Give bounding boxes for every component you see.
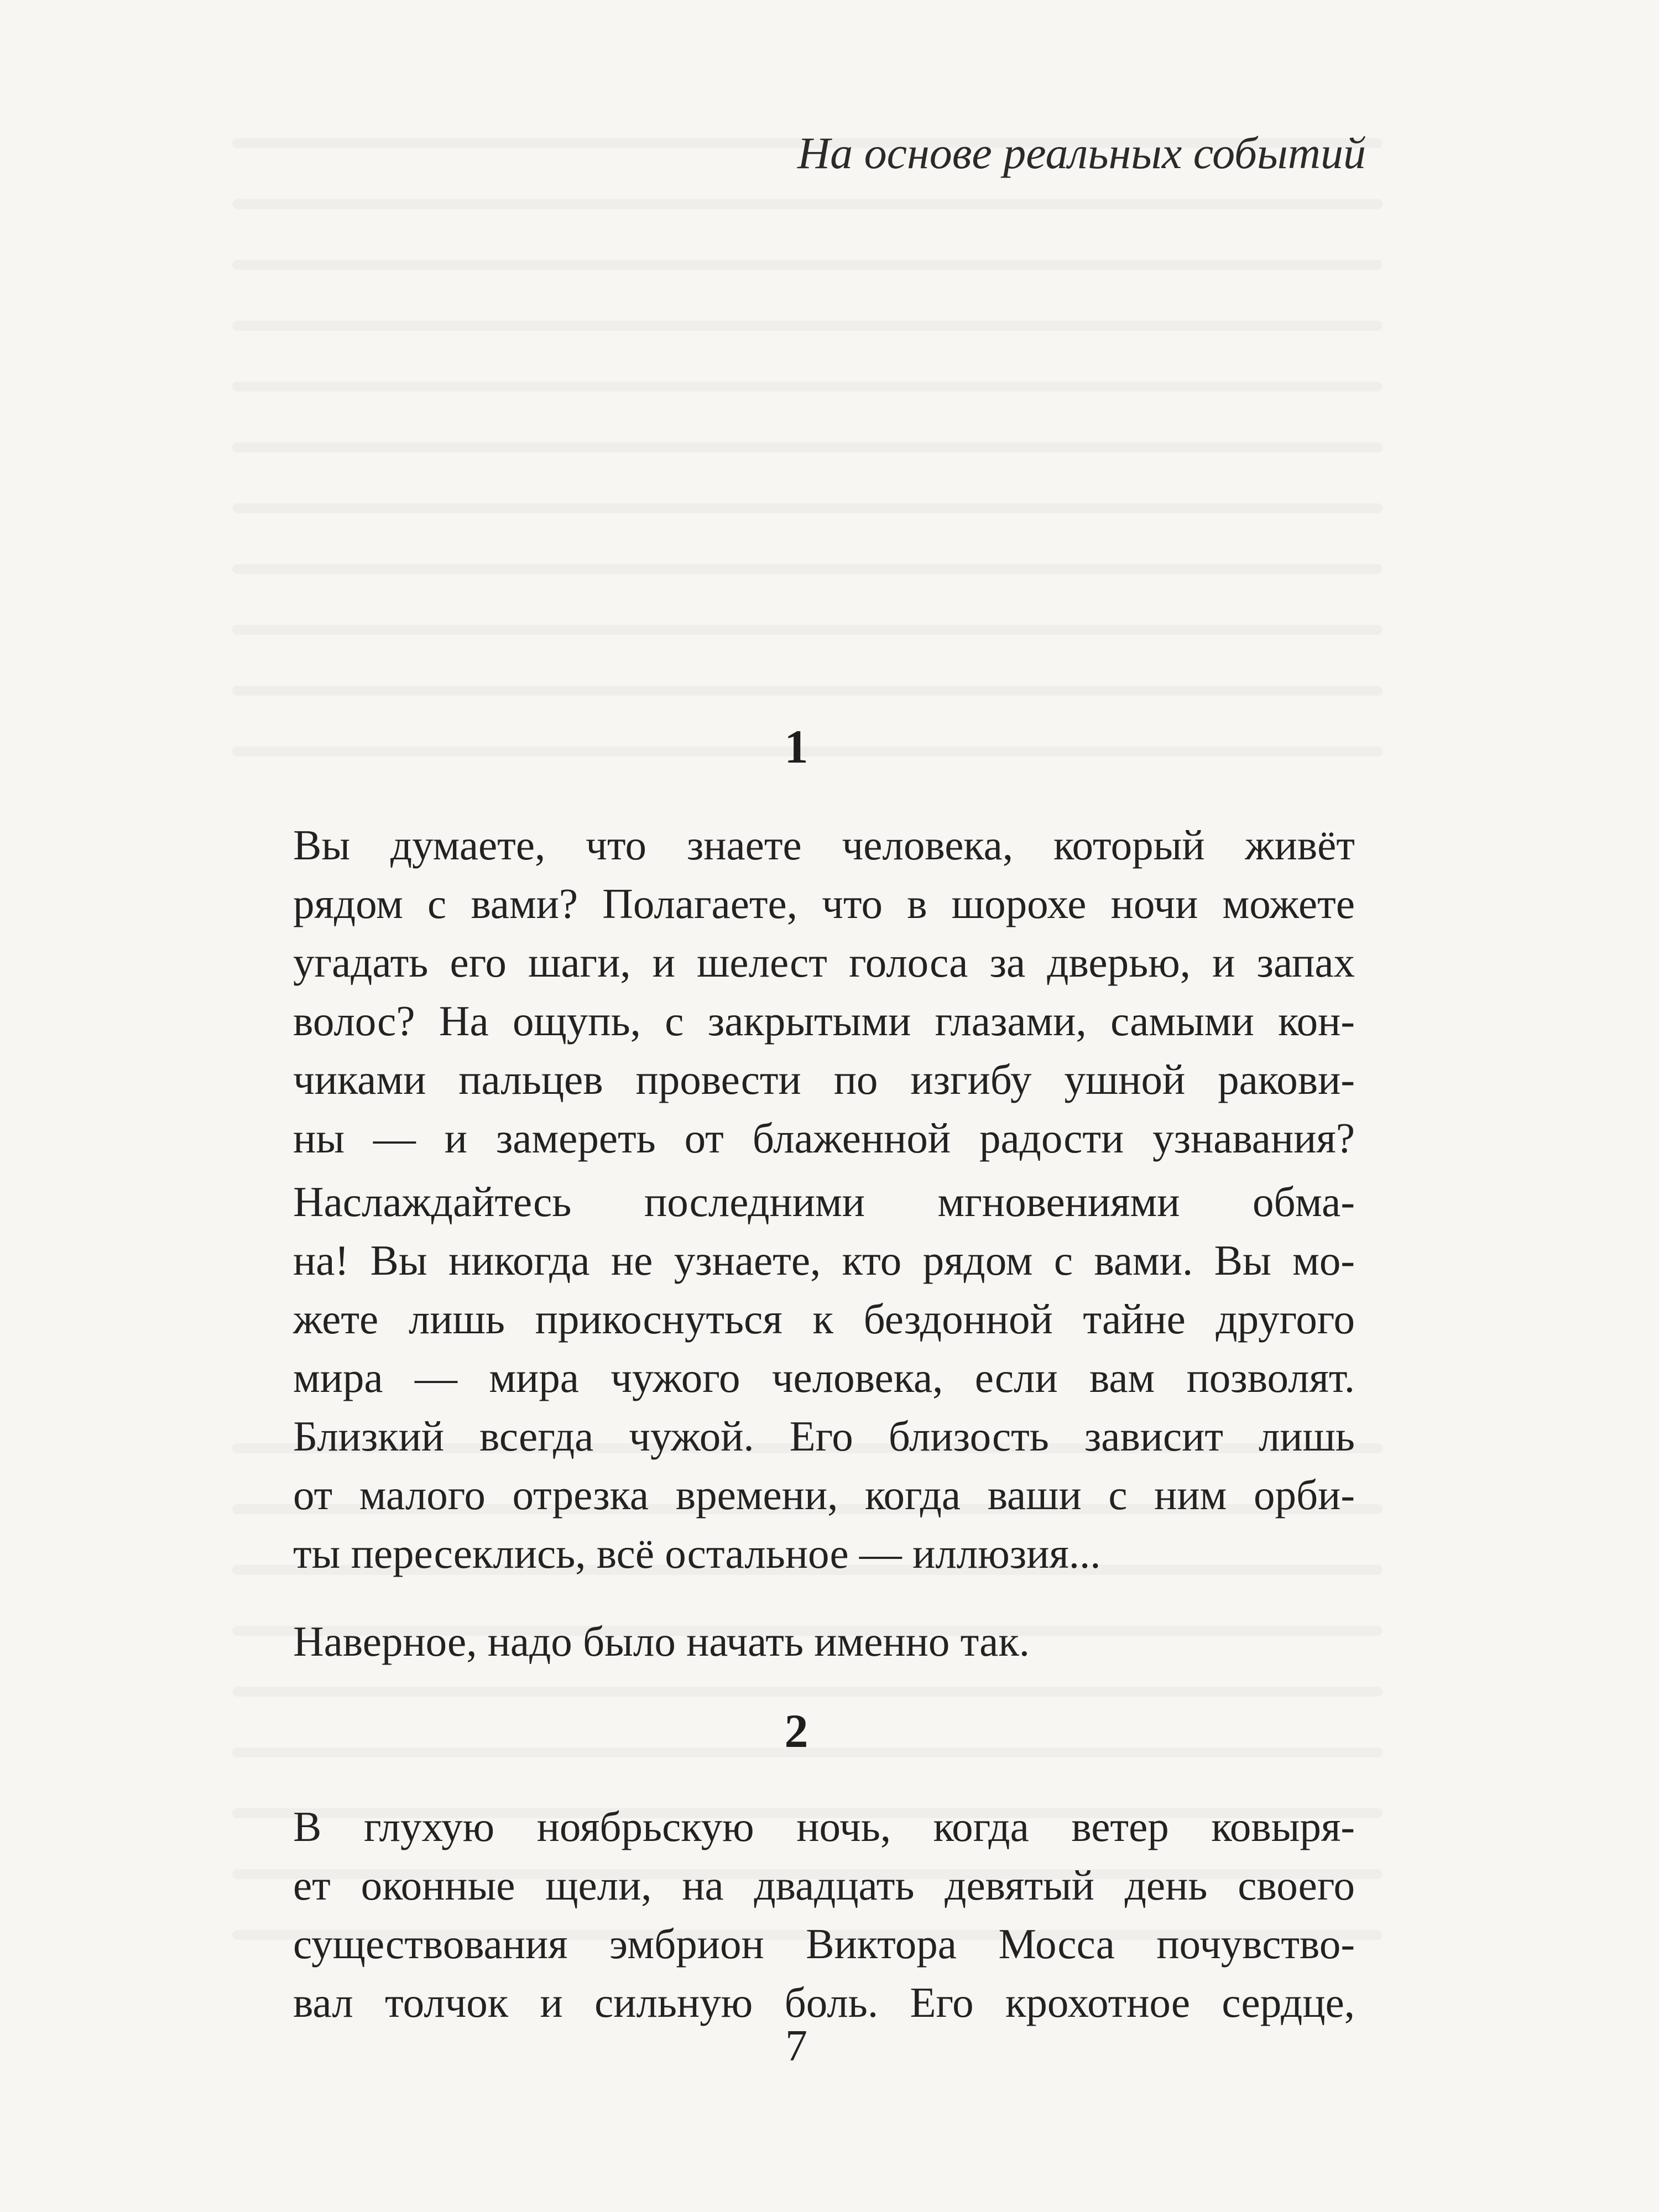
show-through-line [232, 260, 1383, 270]
text-line: Близкий всегда чужой. Его близость зависит лишь [293, 1412, 1355, 1460]
show-through-line [232, 199, 1383, 209]
show-through-line [232, 442, 1383, 452]
show-through-line [232, 503, 1383, 513]
show-through-line [232, 686, 1383, 696]
chapter-number: 1 [784, 720, 808, 773]
text-line: чиками пальцев провести по изгибу ушной ракови- [293, 1056, 1355, 1103]
show-through-line [232, 382, 1383, 392]
text-line: волос? На ощупь, с закрытыми глазами, самыми кон- [293, 997, 1355, 1045]
page-number: 7 [785, 2022, 807, 2070]
text-line: угадать его шаги, и шелест голоса за дверью, и запах [293, 938, 1355, 986]
text-line: на! Вы никогда не узнаете, кто рядом с вами. Вы мо- [293, 1237, 1355, 1284]
text-line: жете лишь прикоснуться к бездонной тайне другого [293, 1295, 1355, 1343]
text-line: В глухую ноябрьскую ночь, когда ветер ковыря- [293, 1803, 1355, 1850]
show-through-line [232, 321, 1383, 331]
text-line: рядом с вами? Полагаете, что в шорохе ночи можете [293, 880, 1355, 927]
running-head: На основе реальных событий [797, 128, 1366, 178]
chapter1-paragraph1 [293, 816, 1355, 1167]
text-line: вал толчок и сильную боль. Его крохотное сердце, [293, 1979, 1355, 2026]
show-through-line [232, 564, 1383, 574]
text-line: ет оконные щели, на двадцать девятый день своего [293, 1861, 1355, 1909]
text-line: мира — мира чужого человека, если вам позволят. [293, 1354, 1355, 1401]
text-line: существования эмбрион Виктора Мосса почувство- [293, 1920, 1355, 1968]
chapter1-paragraph3 [293, 1612, 1355, 1671]
text-line: от малого отрезка времени, когда ваши с ним орби- [293, 1471, 1355, 1519]
chapter-number: 2 [784, 1704, 808, 1757]
chapter2-paragraph1 [293, 1797, 1355, 2032]
text-line: ны — и замереть от блаженной радости узнавания? [293, 1114, 1355, 1162]
show-through-line [232, 625, 1383, 635]
text-line: Наверное, надо было начать именно так. [293, 1618, 1030, 1665]
text-line: Наслаждайтесь последними мгновениями обма- [293, 1178, 1355, 1225]
show-through-line [232, 1687, 1383, 1697]
text-line: Вы думаете, что знаете человека, который живёт [293, 821, 1355, 869]
text-line: ты пересеклись, всё остальное — иллюзия... [293, 1530, 1101, 1577]
chapter1-paragraph2 [293, 1172, 1355, 1583]
